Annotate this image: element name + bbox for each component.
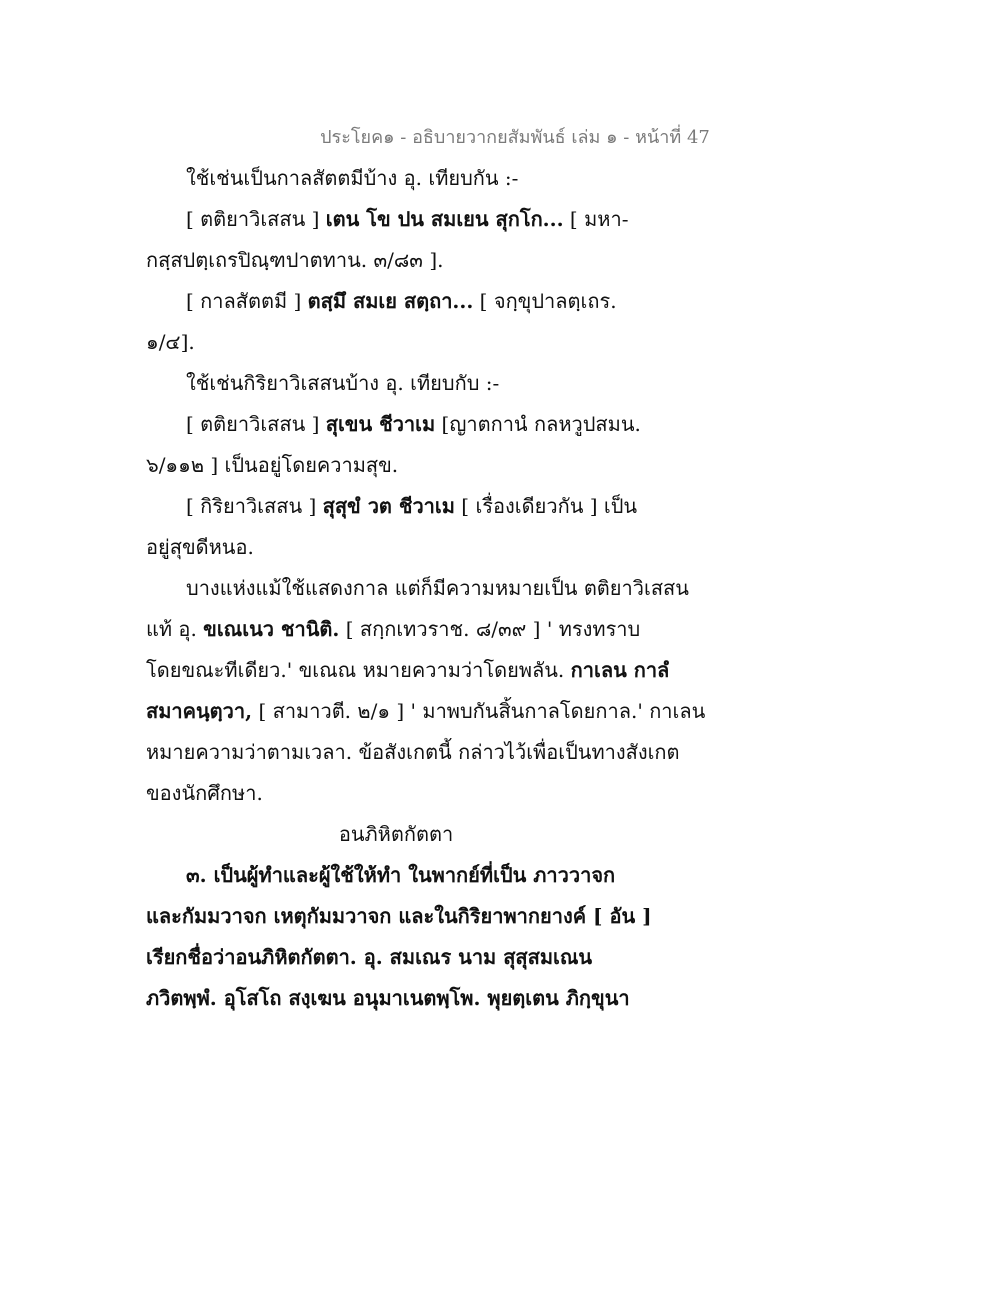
bold-segment: ๓. เป็นผู้ทำและผู้ใช้ให้ทำ ในพากย์ที่เป็น ภาววาจก: [186, 863, 616, 887]
document-body: [146, 158, 706, 1019]
text-line: [146, 691, 706, 732]
text-line: [146, 773, 686, 814]
text-segment: [ สามาวตี. ๒/๑ ] ' มาพบกันสิ้นกาลโดยกาล.' กาเลน: [252, 699, 706, 723]
text-segment: อยู่สุขดีหนอ.: [146, 535, 254, 559]
text-line: [146, 568, 689, 609]
bold-segment: เรียกชื่อว่าอนภิหิตกัตตา. อุ. สมเณร นาม สุสุสมเณน: [146, 945, 593, 969]
text-segment: [ญาตกานํ กลหวูปสมน.: [435, 412, 641, 436]
text-segment: โดยขณะทีเดียว.' ขเณณ หมายความว่าโดยพลัน.: [146, 658, 571, 682]
bold-segment: กาเลน กาลํ: [570, 658, 670, 682]
bold-segment: ภวิตพฺพํ. อุโสโถ สงฺเฆน อนุมาเนตพฺโพ. พุยตฺเตน ภิกฺขุนา: [146, 986, 630, 1010]
text-segment: บางแห่งแม้ใช้แสดงกาล แต่ก็มีความหมายเป็น ตติยาวิเสสน: [186, 576, 689, 600]
bold-segment: สุเขน ชีวาเม: [325, 412, 436, 436]
text-line: [146, 158, 686, 199]
text-line: [146, 650, 686, 691]
text-line: [146, 363, 686, 404]
bold-segment: ขเณเนว ชานิติ.: [203, 617, 340, 641]
text-line: [146, 732, 686, 773]
text-segment: แท้ อุ.: [146, 617, 204, 641]
text-segment: [ เรื่องเดียวกัน ] เป็น: [454, 494, 638, 518]
text-line: [146, 609, 686, 650]
text-segment: อนภิหิตกัตตา: [338, 822, 454, 846]
text-segment: [ จกฺขุปาลตฺเถร.: [473, 289, 617, 313]
text-line: [146, 896, 686, 937]
bold-segment: และกัมมวาจก เหตุกัมมวาจก และในกิริยาพากยางค์ [ อัน ]: [146, 904, 652, 928]
page-header: ประโยค๑ - อธิบายวากยสัมพันธ์ เล่ม ๑ - หน้าที่ 47: [320, 127, 710, 148]
bold-segment: สุสุขํ วต ชีวาเม: [322, 494, 455, 518]
text-line: [146, 978, 686, 1019]
text-segment: หมายความว่าตามเวลา. ข้อสังเกตนี้ กล่าวไว้เพื่อเป็นทางสังเกต: [146, 740, 680, 764]
text-segment: [ มหา-: [563, 207, 629, 231]
bold-segment: สมาคนฺตฺวา,: [146, 699, 253, 723]
bold-segment: ตสฺมึ สมเย สตฺถา...: [307, 289, 474, 313]
text-segment: ใช้เช่นกิริยาวิเสสนบ้าง อุ. เทียบกับ :-: [186, 371, 500, 395]
text-segment: ของนักศึกษา.: [146, 781, 263, 805]
text-line: [146, 322, 686, 363]
text-line: [146, 855, 686, 896]
text-segment: ๑/๔].: [146, 330, 195, 354]
bold-segment: เตน โข ปน สมเยน สุกโก...: [325, 207, 564, 231]
text-segment: [ ตติยาวิเสสน ]: [186, 207, 326, 231]
text-line: [146, 199, 686, 240]
text-segment: ๖/๑๑๒ ] เป็นอยู่โดยความสุข.: [146, 453, 399, 477]
text-line: [146, 404, 686, 445]
section-heading: [146, 814, 686, 855]
text-line: [146, 281, 686, 322]
text-line: [146, 486, 686, 527]
text-segment: [ กิริยาวิเสสน ]: [186, 494, 323, 518]
text-segment: กสฺสปตฺเถรปิณฺฑปาตทาน. ๓/๘๓ ].: [146, 248, 444, 272]
text-line: [146, 527, 686, 568]
text-segment: [ สกฺกเทวราช. ๘/๓๙ ] ' ทรงทราบ: [339, 617, 641, 641]
text-segment: ใช้เช่นเป็นกาลสัตตมีบ้าง อุ. เทียบกัน :-: [186, 166, 519, 190]
text-segment: [ กาลสัตตมี ]: [186, 289, 308, 313]
text-line: [146, 240, 686, 281]
text-line: [146, 937, 686, 978]
text-line: [146, 445, 686, 486]
text-segment: [ ตติยาวิเสสน ]: [186, 412, 326, 436]
